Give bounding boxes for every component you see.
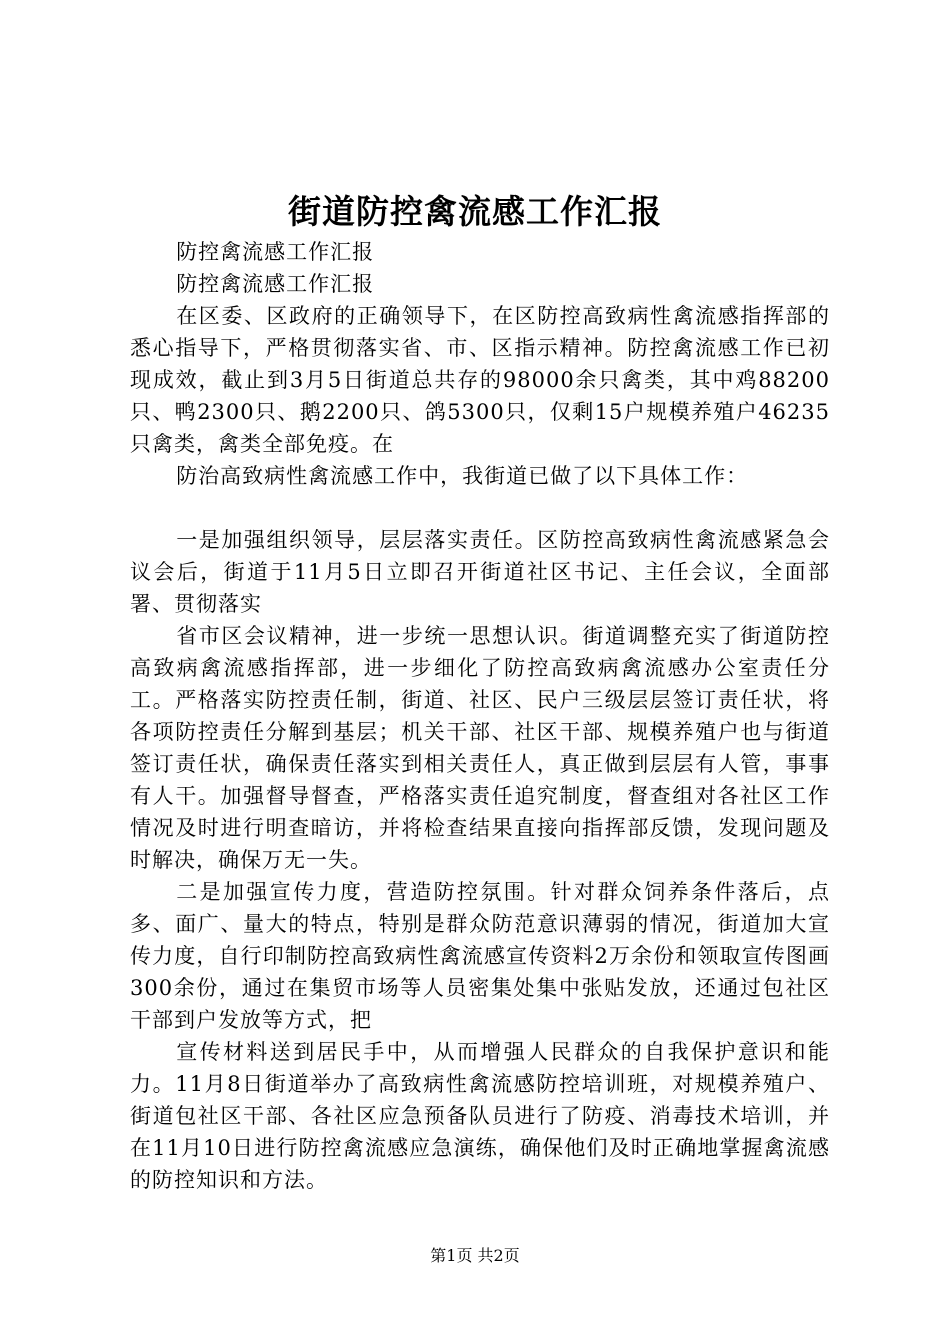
paragraph-second-measure: 二是加强宣传力度，营造防控氛围。针对群众饲养条件落后，点多、面广、量大的特点，特别是群众防范意识薄弱的情况，街道加大宣传力度，自行印制防控高致病性禽流感宣传资料2万余份和领取宣传图画300余份，通过在集贸市场等人员密集处集中张贴发放，还通过包社区干部到户发放等方式，把 [130,880,830,1032]
paragraph-intro-continued: 防治高致病性禽流感工作中，我街道已做了以下具体工作： [176,464,749,488]
document-body [130,236,830,1196]
paragraph-first-measure: 一是加强组织领导，层层落实责任。区防控高致病性禽流感紧急会议会后，街道于11月5日立即召开街道社区书记、主任会议，全面部署、贯彻落实 [130,528,830,616]
document-title: 街道防控禽流感工作汇报 [288,192,662,231]
page-number-footer: 第1页 共2页 [430,1246,520,1265]
paragraph-intro: 在区委、区政府的正确领导下，在区防控高致病性禽流感指挥部的悉心指导下，严格贯彻落实省、市、区指示精神。防控禽流感工作已初现成效，截止到3月5日街道总共存的98000余只禽类，其中鸡88200只、鸭2300只、鹅2200只、鸽5300只，仅剩15户规模养殖户46235只禽类，禽类全部免疫。在 [130,304,830,456]
paragraph-first-measure-continued: 省市区会议精神，进一步统一思想认识。街道调整充实了街道防控高致病禽流感指挥部，进一步细化了防控高致病禽流感办公室责任分工。严格落实防控责任制，街道、社区、民户三级层层签订责任状，将各项防控责任分解到基层；机关干部、社区干部、规模养殖户也与街道签订责任状，确保责任落实到相关责任人，真正做到层层有人管，事事有人干。加强督导督查，严格落实责任追究制度，督查组对各社区工作情况及时进行明查暗访，并将检查结果直接向指挥部反馈，发现问题及时解决，确保万无一失。 [130,624,830,872]
paragraph-second-measure-continued: 宣传材料送到居民手中，从而增强人民群众的自我保护意识和能力。11月8日街道举办了高致病性禽流感防控培训班，对规模养殖户、街道包社区干部、各社区应急预备队员进行了防疫、消毒技术培训，并在11月10日进行防控禽流感应急演练，确保他们及时正确地掌握禽流感的防控知识和方法。 [130,1040,830,1192]
subtitle-line-2: 防控禽流感工作汇报 [176,272,375,296]
subtitle-line-1: 防控禽流感工作汇报 [176,240,375,264]
